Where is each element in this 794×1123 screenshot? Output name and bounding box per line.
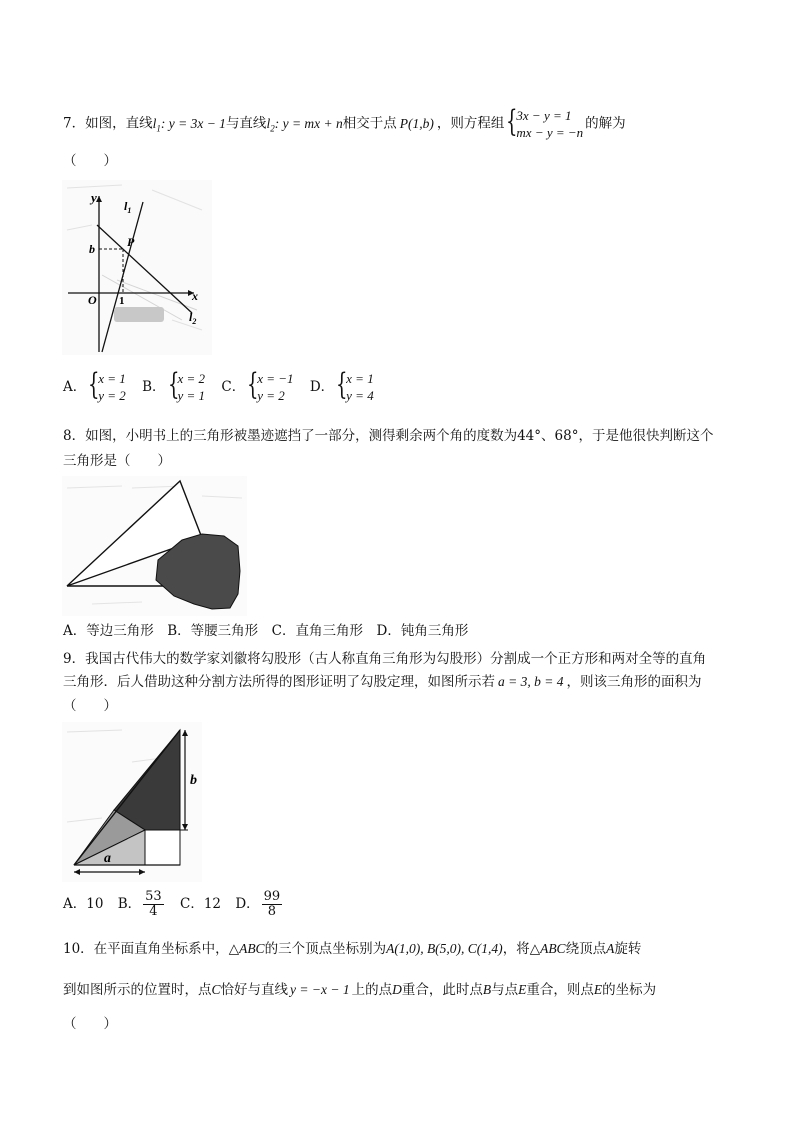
q9-paren: （ ）	[63, 698, 117, 714]
q10-stem-line1: 10．在平面直角坐标系中，△ABC的三个顶点坐标别为A(1,0), B(5,0), C(1,4)，将△ABC绕顶点A旋转	[63, 941, 642, 957]
label-l2: $l_2$	[189, 310, 197, 326]
label-O: O	[88, 293, 97, 307]
q7-option-b[interactable]: B． { x = 2 y = 1	[142, 367, 206, 403]
q7-option-d[interactable]: D． { x = 1 y = 4	[309, 367, 374, 403]
q7-option-c[interactable]: C． { x = −1 y = 2	[221, 367, 294, 403]
q7-figure	[62, 180, 212, 355]
point-p: P(1,b)	[399, 115, 434, 131]
q9-option-d[interactable]: D． $\frac{99}{8}$	[235, 888, 281, 919]
label-b: b	[89, 242, 95, 256]
q9-options	[63, 886, 294, 922]
q9-stem-line1: 9．我国古代伟大的数学家刘徽将勾股形（古人称直角三角形为勾股形）分割成一个正方形和两对全等的直角	[63, 651, 707, 667]
q7-paren: （ ）	[63, 153, 117, 169]
q10-paren: （ ）	[63, 1016, 117, 1032]
q8-stem-line1: 8．如图，小明书上的三角形被墨迹遮挡了一部分，测得剩余两个角的度数为44°、68°，于是他很快判断这个	[63, 428, 714, 444]
label-y: y	[91, 190, 97, 205]
q9-figure	[62, 722, 202, 882]
label-a: a	[104, 851, 111, 866]
label-b: b	[190, 773, 197, 788]
label-P: P	[127, 235, 135, 249]
q9-option-a[interactable]: A．10	[63, 896, 104, 912]
q8-figure	[62, 476, 247, 616]
equation-system: { 3x − y = 1 mx − y = −n	[506, 104, 584, 140]
inner-square	[145, 830, 180, 865]
q7-stem: 7．如图，直线$l_1$: y = 3x − 1与直线$l_2$: y = mx + n相交于点 P(1,b) ，则方程组 { 3x − y = 1 mx − y = −n 的解为	[63, 104, 626, 140]
q8-options[interactable]: A．等边三角形 B．等腰三角形 C．直角三角形 D．钝角三角形	[63, 623, 469, 639]
q10-stem-line2: 到如图所示的位置时，点C恰好与直线 y = −x − 1 上的点D重合，此时点B与点E重合，则点E的坐标为	[63, 982, 657, 998]
label-1: 1	[119, 295, 125, 307]
q9-option-c[interactable]: C．12	[180, 896, 222, 912]
q9-stem-line2: 三角形．后人借助这种分割方法所得的图形证明了勾股定理，如图所示若 a = 3, b = 4 ，则该三角形的面积为	[63, 674, 702, 690]
label-l1: $l_1$	[124, 199, 132, 215]
q7-options	[63, 367, 386, 404]
label-x: x	[192, 289, 198, 303]
q9-option-b[interactable]: B． $\frac{53}{4}$	[117, 888, 162, 919]
q7-option-a[interactable]: A． { x = 1 y = 2	[63, 367, 126, 403]
q8-stem-line2: 三角形是（ ）	[63, 453, 171, 469]
